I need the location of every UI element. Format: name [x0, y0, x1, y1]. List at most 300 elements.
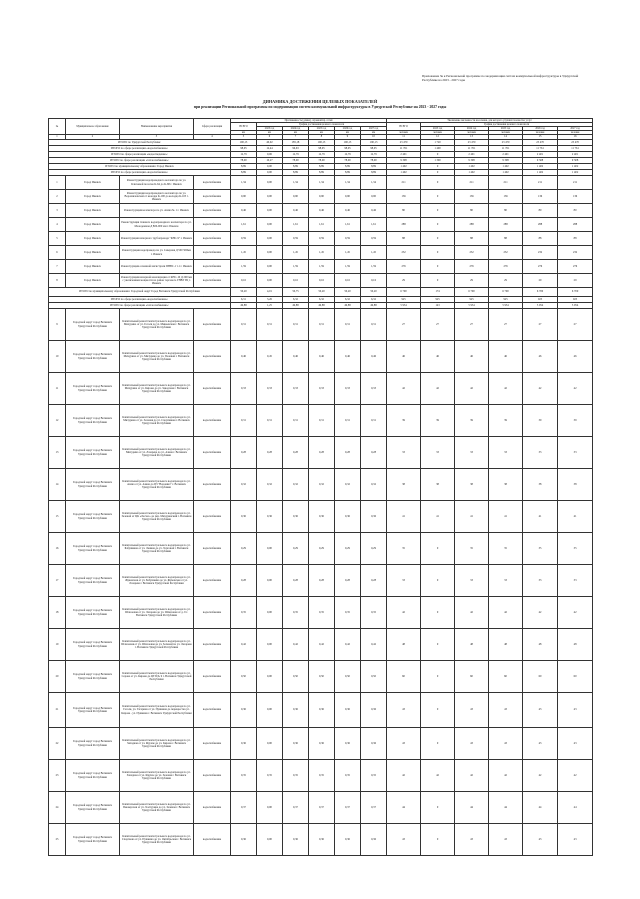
row-value: 80	[558, 204, 593, 218]
column-number: 5	[231, 135, 257, 140]
row-object: Капитальный ремонт магистрального водопровода по ул. Шлюзовая от ул. Лазарева до ул. Шлюзовая от д. 9 г. Воткинск Удмуртской Республики	[120, 597, 194, 629]
row-value: 27	[421, 309, 455, 341]
row-number: 4	[49, 218, 66, 232]
column-number: 7	[283, 135, 309, 140]
row-value: 0,36	[257, 501, 283, 533]
row-value: 41	[558, 501, 593, 533]
row-value: 35	[558, 533, 593, 565]
summary-value: 23 470	[387, 140, 421, 146]
row-number: 7	[49, 260, 66, 274]
row-number: 1	[49, 176, 66, 190]
header-total-km: ВСЕГО	[231, 123, 257, 131]
row-value: 33	[489, 437, 523, 469]
summary-value: 2 401	[558, 152, 593, 158]
row-value: 0	[421, 246, 455, 260]
summary-value: 1 402	[523, 170, 558, 176]
row-value: 38	[421, 469, 455, 501]
row-number: 5	[49, 232, 66, 246]
row-value: 0,32	[283, 469, 309, 501]
summary-value: 49,88	[309, 303, 335, 309]
row-number: 18	[49, 597, 66, 629]
summary-value: 6 700	[455, 288, 489, 297]
row-sphere: водоснабжение	[194, 309, 231, 341]
summary-value: 9 308	[489, 158, 523, 164]
row-number: 17	[49, 565, 66, 597]
row-value: 39	[523, 405, 558, 437]
summary-value: 1 402	[489, 164, 523, 170]
row-value: 27	[455, 309, 489, 341]
row-value: 42	[387, 760, 421, 792]
row-value: 39	[387, 405, 421, 437]
row-value: 0,46	[309, 204, 335, 218]
row-value: 0,36	[309, 501, 335, 533]
row-value: 88	[558, 232, 593, 246]
header-year: 2023 год	[421, 127, 455, 131]
document-subtitle: при реализации Региональной программы по модернизации систем коммунальной инфраструктуры в Удмуртской Республике на 2023 - 2027 годы	[193, 105, 447, 109]
table-body	[49, 140, 593, 856]
summary-value: 98,95	[309, 146, 335, 152]
row-sphere: водоснабжение	[194, 533, 231, 565]
row-value: 0,00	[257, 274, 283, 288]
summary-label: ИТОГО по муниципальному образованию: Городской округ Город Воткинск Удмуртской Республики	[49, 288, 231, 297]
row-value: 39	[455, 405, 489, 437]
column-number: 16	[558, 135, 593, 140]
row-value: 0,36	[231, 728, 257, 760]
row-value: 0,33	[231, 373, 257, 405]
row-value: 0,31	[257, 405, 283, 437]
column-number: 13	[455, 135, 489, 140]
summary-value: 6 700	[558, 288, 593, 297]
row-object: Реконструкция коллектора по ул. Азина № 1 г. Ижевск	[120, 204, 194, 218]
row-value: 0,90	[335, 190, 361, 204]
row-municipality: Город Ижевск	[66, 260, 120, 274]
row-value: 0,90	[231, 190, 257, 204]
row-municipality: Городской округ город Воткинск Удмуртской Республики	[66, 533, 120, 565]
summary-value: 8,89	[309, 164, 335, 170]
row-object: Реконструкция напорной канализации от КНС-10 Д 200 мм с увеличением мощности на район торгового ГНВЗ ТЦ г. Ижевск	[120, 274, 194, 288]
summary-value: 10,27	[257, 158, 283, 164]
summary-value: 2 401	[489, 152, 523, 158]
summary-value: 5 954	[558, 303, 593, 309]
row-value: 0,31	[283, 405, 309, 437]
row-value: 0,59	[309, 232, 335, 246]
row-number: 3	[49, 204, 66, 218]
row-value: 1,34	[309, 176, 335, 190]
row-value: 33	[387, 565, 421, 597]
header-unit: км	[335, 131, 361, 135]
header-unit: человек	[455, 131, 489, 135]
row-value: 0,16	[335, 274, 361, 288]
summary-value: 925	[421, 297, 455, 303]
summary-value: 78,00	[335, 158, 361, 164]
summary-value: 190,13	[231, 140, 257, 146]
row-value: 29	[387, 274, 421, 288]
row-number: 20	[49, 661, 66, 693]
summary-value: 8,89	[309, 170, 335, 176]
row-value: 41	[523, 501, 558, 533]
row-value: 60	[523, 661, 558, 693]
row-sphere: водоснабжение	[194, 341, 231, 373]
table-row	[49, 232, 593, 246]
row-value: 43	[387, 824, 421, 856]
row-sphere: водоснабжение	[194, 204, 231, 218]
summary-value: 8,89	[335, 164, 361, 170]
row-object: Капитальный ремонт магистрального водопровода по ул. Азина от ул. Азина до ПЗ "Ворошил" г. Воткинск Удмуртской Республики	[120, 469, 194, 501]
row-value: 0,32	[231, 469, 257, 501]
row-value: 35	[455, 533, 489, 565]
row-value: 0,31	[283, 309, 309, 341]
row-value: 0,32	[309, 469, 335, 501]
table-row	[49, 218, 593, 232]
row-value: 0,28	[335, 437, 361, 469]
document-title: ДИНАМИКА ДОСТИЖЕНИЯ ЦЕЛЕВЫХ ПОКАЗАТЕЛЕЙ	[262, 99, 378, 104]
row-value: 0,28	[309, 565, 335, 597]
header-num: №	[49, 119, 66, 135]
row-value: 0,59	[231, 232, 257, 246]
row-value: 0,31	[257, 309, 283, 341]
summary-value: 9 308	[387, 158, 421, 164]
summary-value: 1 402	[558, 170, 593, 176]
row-object: Капитальный ремонт магистрального водопровода по ул. Мичурина от ул. Кирова до ул. Заводская г. Воткинск Удмуртской Республики	[120, 373, 194, 405]
row-value: 43	[489, 824, 523, 856]
row-value: 38	[387, 469, 421, 501]
row-value: 1,61	[335, 218, 361, 232]
row-object: Реконструкция главного водопроводного коллектора по ул. Молодежная Д 800-900 мм г. Ижевск	[120, 218, 194, 232]
row-value: 43	[558, 728, 593, 760]
row-value: 44	[489, 792, 523, 824]
row-value: 0,42	[309, 629, 335, 661]
row-object: Капитальный ремонт магистрального водопровода по ул. Мичурина от ул. Мичурина до ул. Полевой г. Воткинск Удмуртской Республики	[120, 341, 194, 373]
row-value: 0,36	[231, 824, 257, 856]
row-municipality: Город Ижевск	[66, 218, 120, 232]
summary-value: 11 761	[455, 146, 489, 152]
row-value: 0,31	[309, 405, 335, 437]
table-row	[49, 341, 593, 373]
summary-value: 11 761	[387, 146, 421, 152]
row-value: 0,31	[335, 309, 361, 341]
row-value: 1,59	[231, 260, 257, 274]
row-value: 88	[489, 232, 523, 246]
row-value: 42	[421, 373, 455, 405]
row-value: 39	[489, 405, 523, 437]
row-value: 60	[455, 661, 489, 693]
row-value: 0,00	[257, 204, 283, 218]
header-unit: км	[283, 131, 309, 135]
row-sphere: водоснабжение	[194, 728, 231, 760]
summary-label: ИТОГО по сфере реализации «водоотведение»:	[49, 152, 231, 158]
row-value: 1,61	[309, 218, 335, 232]
row-value: 0,36	[361, 824, 387, 856]
row-value: 211	[387, 176, 421, 190]
row-value: 0,50	[309, 661, 335, 693]
row-value: 0,37	[283, 792, 309, 824]
column-number: 8	[309, 135, 335, 140]
row-value: 0,35	[361, 597, 387, 629]
row-value: 0,16	[283, 274, 309, 288]
row-value: 0,35	[231, 760, 257, 792]
row-value: 0,00	[257, 176, 283, 190]
row-value: 41	[455, 501, 489, 533]
row-value: 0,36	[361, 728, 387, 760]
row-value: 0,00	[257, 728, 283, 760]
row-value: 33	[523, 565, 558, 597]
summary-value: 9 308	[558, 158, 593, 164]
header-year: 2025 год	[309, 127, 335, 131]
row-value: 35	[489, 533, 523, 565]
row-object: Капитальный ремонт магистрального водопровода по ул. Бабушкина от ул. Ленина до ул. Торговой г. Воткинск Удмуртской Республики	[120, 533, 194, 565]
column-number: 9	[335, 135, 361, 140]
row-object: Реконструкция водопроводного коллектора по ул. Ворошиловской от колодца К-100 до колодца К-103 г. Ижевск	[120, 190, 194, 204]
row-value: 288	[455, 218, 489, 232]
row-number: 11	[49, 373, 66, 405]
row-value: 44	[387, 792, 421, 824]
row-value: 33	[523, 437, 558, 469]
summary-label: ИТОГО по сфере реализации «водоснабжение»:	[49, 170, 231, 176]
row-value: 0,46	[309, 341, 335, 373]
table-row	[49, 565, 593, 597]
row-municipality: Городской округ город Воткинск Удмуртской Республики	[66, 693, 120, 728]
summary-label: ИТОГО по муниципальному образованию: Город Ижевск	[49, 164, 231, 170]
header-year: 2023 год	[257, 127, 283, 131]
row-value: 0,32	[361, 469, 387, 501]
row-value: 232	[558, 246, 593, 260]
column-number: 6	[257, 135, 283, 140]
row-value: 136	[523, 190, 558, 204]
row-value: 0,00	[257, 824, 283, 856]
row-value: 232	[455, 246, 489, 260]
summary-value: 925	[558, 297, 593, 303]
summary-value: 6,32	[283, 297, 309, 303]
row-value: 43	[455, 728, 489, 760]
summary-value: 4,01	[257, 288, 283, 297]
row-number: 25	[49, 824, 66, 856]
row-value: 136	[489, 190, 523, 204]
summary-value: 1 402	[387, 170, 421, 176]
row-value: 0,59	[283, 232, 309, 246]
summary-value: 1 300	[421, 158, 455, 164]
row-object: Капитальный ремонт магистрального водопровода по ул. Жуковская от ул. Бабушкина до ул. Жуковская от ул. Лазарева г. Воткинск Удмуртской Республики	[120, 565, 194, 597]
summary-value: 8,89	[361, 170, 387, 176]
header-year: 2027 год	[361, 127, 387, 131]
summary-label: ИТОГО по сфере реализации «теплоснабжение»:	[49, 303, 231, 309]
row-number: 16	[49, 533, 66, 565]
row-value: 0,46	[335, 341, 361, 373]
column-number: 12	[421, 135, 455, 140]
row-value: 0,29	[231, 533, 257, 565]
row-number: 10	[49, 341, 66, 373]
row-value: 0,00	[257, 232, 283, 246]
summary-value: 23 470	[523, 140, 558, 146]
row-value: 0,50	[361, 661, 387, 693]
summary-value: 1 402	[523, 164, 558, 170]
row-municipality: Городской округ город Воткинск Удмуртской Республики	[66, 373, 120, 405]
table-row	[49, 661, 593, 693]
row-number: 21	[49, 693, 66, 728]
summary-value: 9 308	[523, 158, 558, 164]
row-value: 0	[421, 204, 455, 218]
row-number: 2	[49, 190, 66, 204]
summary-value: 1 402	[489, 170, 523, 176]
row-value: 41	[387, 501, 421, 533]
row-value: 41	[421, 501, 455, 533]
row-value: 0,50	[335, 661, 361, 693]
row-value: 0,36	[335, 824, 361, 856]
row-value: 0,36	[361, 693, 387, 728]
table-row	[49, 693, 593, 728]
row-value: 39	[558, 405, 593, 437]
row-value: 0	[421, 565, 455, 597]
summary-value: 5 954	[455, 303, 489, 309]
row-value: 42	[558, 373, 593, 405]
row-value: 211	[523, 176, 558, 190]
row-value: 0,42	[283, 629, 309, 661]
row-value: 43	[523, 728, 558, 760]
header-unit: человек	[387, 131, 421, 135]
targets-table	[48, 118, 593, 856]
summary-value: 5 954	[523, 303, 558, 309]
row-sphere: водоснабжение	[194, 218, 231, 232]
row-object: Капитальный ремонт магистрального водопровода по ул. Западная от ул. Фрунзе до ул. Зеленая г. Воткинск Удмуртской Республики	[120, 760, 194, 792]
row-value: 288	[387, 218, 421, 232]
row-value: 29	[455, 274, 489, 288]
summary-value: 1 402	[455, 170, 489, 176]
summary-value: 5 954	[387, 303, 421, 309]
row-value: 46	[489, 341, 523, 373]
summary-value: 49,88	[231, 303, 257, 309]
row-value: 0,28	[257, 437, 283, 469]
row-value: 0,36	[283, 824, 309, 856]
summary-value: 11 761	[523, 146, 558, 152]
row-value: 27	[387, 309, 421, 341]
row-value: 0,35	[257, 760, 283, 792]
table-header	[49, 119, 593, 140]
row-value: 0,33	[283, 373, 309, 405]
row-value: 42	[489, 760, 523, 792]
row-number: 23	[49, 760, 66, 792]
row-value: 0,00	[257, 693, 283, 728]
row-value: 276	[523, 260, 558, 274]
column-number: 4	[194, 135, 231, 140]
row-municipality: Городской округ город Воткинск Удмуртской Республики	[66, 341, 120, 373]
row-value: 43	[489, 728, 523, 760]
row-value: 27	[558, 309, 593, 341]
row-sphere: водоснабжение	[194, 437, 231, 469]
row-sphere: водоснабжение	[194, 176, 231, 190]
header-municipality: Муниципальное образование	[66, 119, 120, 135]
row-value: 0	[421, 597, 455, 629]
row-value: 0,42	[361, 629, 387, 661]
table-row	[49, 629, 593, 661]
row-value: 33	[558, 565, 593, 597]
row-object: Реконструкция основной магистрали ПНВС-1 т.1 г. Ижевск	[120, 260, 194, 274]
row-value: 211	[489, 176, 523, 190]
row-sphere: водоснабжение	[194, 792, 231, 824]
row-value: 0,31	[361, 309, 387, 341]
row-value: 42	[455, 760, 489, 792]
header-group-people: Увеличение численности населения, для которого улучшатся качество услуг	[387, 119, 593, 123]
row-value: 27	[489, 309, 523, 341]
row-value: 0,00	[257, 218, 283, 232]
row-value: 0	[421, 824, 455, 856]
row-value: 0,00	[257, 533, 283, 565]
row-value: 0,29	[361, 533, 387, 565]
row-number: 15	[49, 501, 66, 533]
row-value: 0,46	[335, 204, 361, 218]
row-municipality: Городской округ город Воткинск Удмуртской Республики	[66, 501, 120, 533]
row-value: 42	[455, 373, 489, 405]
summary-value: 12,79	[309, 152, 335, 158]
summary-value: 96,63	[283, 146, 309, 152]
summary-value: 8,89	[231, 170, 257, 176]
row-value: 288	[558, 218, 593, 232]
row-value: 0,36	[309, 728, 335, 760]
row-value: 43	[523, 824, 558, 856]
row-value: 0,36	[335, 501, 361, 533]
row-value: 46	[387, 341, 421, 373]
summary-label: ИТОГО по сфере реализации «теплоснабжение»:	[49, 158, 231, 164]
row-municipality: Городской округ город Воткинск Удмуртской Республики	[66, 824, 120, 856]
summary-value: 98,95	[231, 146, 257, 152]
row-value: 0	[421, 728, 455, 760]
row-value: 0,35	[335, 597, 361, 629]
row-value: 42	[421, 760, 455, 792]
row-number: 22	[49, 728, 66, 760]
summary-value: 185,18	[283, 140, 309, 146]
header-unit: человек	[523, 131, 558, 135]
row-value: 60	[489, 661, 523, 693]
summary-value: 50,20	[231, 288, 257, 297]
summary-value: 190,13	[309, 140, 335, 146]
row-value: 0,00	[257, 260, 283, 274]
row-value: 0,16	[231, 274, 257, 288]
row-value: 136	[558, 190, 593, 204]
row-value: 42	[558, 760, 593, 792]
row-value: 42	[489, 373, 523, 405]
row-value: 42	[558, 597, 593, 629]
summary-value: 98,95	[335, 146, 361, 152]
header-unit: км	[257, 131, 283, 135]
row-value: 0,00	[257, 190, 283, 204]
summary-value: 6 700	[523, 288, 558, 297]
row-municipality: Городской округ город Воткинск Удмуртской Республики	[66, 437, 120, 469]
row-value: 0,36	[335, 728, 361, 760]
row-value: 0,35	[231, 597, 257, 629]
header-object: Наименование мероприятия	[120, 119, 194, 135]
row-value: 38	[523, 469, 558, 501]
summary-value: 49,88	[283, 303, 309, 309]
row-value: 276	[558, 260, 593, 274]
row-value: 276	[455, 260, 489, 274]
row-value: 232	[523, 246, 558, 260]
row-sphere: водоснабжение	[194, 760, 231, 792]
summary-value: 143	[421, 303, 455, 309]
row-value: 0	[421, 232, 455, 246]
row-value: 0	[421, 533, 455, 565]
row-value: 88	[387, 232, 421, 246]
row-municipality: Городской округ город Воткинск Удмуртской Республики	[66, 405, 120, 437]
summary-value: 1,25	[257, 303, 283, 309]
row-value: 0,31	[231, 309, 257, 341]
row-object: Реконструкция водопроводного коллектора по ул. Ключевой поселок К-64 до К-68 г. Ижевск	[120, 176, 194, 190]
row-value: 46	[455, 341, 489, 373]
row-value: 0,32	[335, 469, 361, 501]
row-value: 38	[558, 469, 593, 501]
appendix-note: Приложение 3к к Региональной программе по модернизации систем коммунальной инфраструктуры в Удмуртской Республике на 2023 - 2027 годы	[422, 74, 579, 83]
row-object: Реконструкция водопровода по ул. Северная Д 500 500мм г. Ижевск	[120, 246, 194, 260]
row-value: 232	[489, 246, 523, 260]
row-value: 1,34	[283, 176, 309, 190]
summary-value: 190,13	[361, 140, 387, 146]
